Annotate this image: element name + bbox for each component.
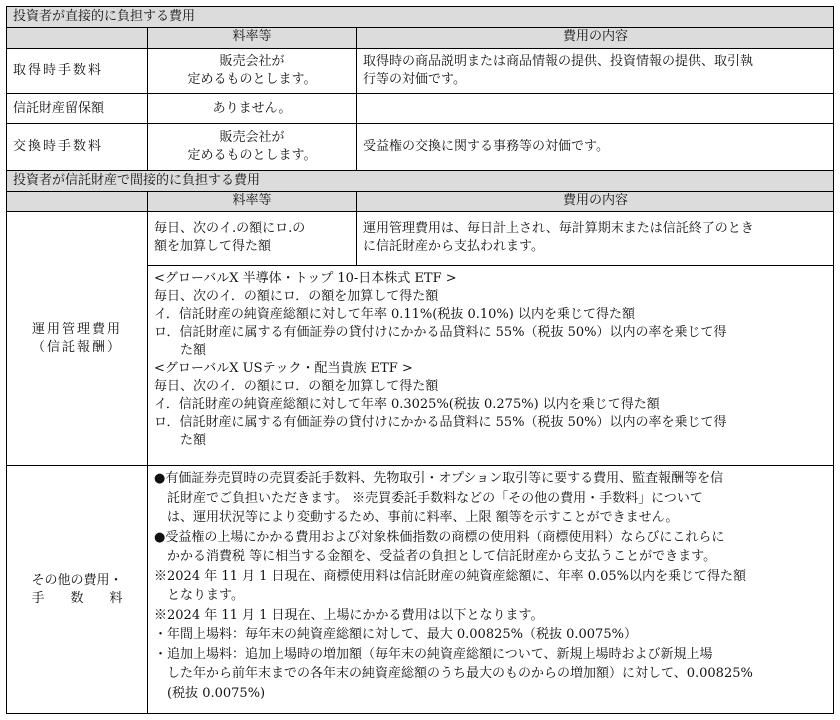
other-fees-label (6, 465, 147, 714)
other-fees-line: ●受益権の上場にかかる費用および対象株価指数の商標の使用料（商標使用料）ならびにこれらに (154, 529, 725, 545)
table-border-bottom (6, 713, 834, 714)
detail-line: イ．信託財産の純資産総額に対して年率 0.11%(税抜 0.10%) 以内を乗じて得た額 (154, 307, 635, 322)
other-fees-line: ・年間上場料：毎年末の純資産総額に対して、最大 0.00825%（税抜 0.0075%） (154, 627, 637, 642)
row-retention-rate-line: ありません。 (212, 100, 292, 116)
detail-line: ロ．信託財産に属する有価証券の貸付けにかかる品貸料に 55%（税抜 50%）以内の率を乗じて得 (154, 325, 727, 340)
section1-title: 投資者が直接的に負担する費用 (13, 9, 196, 24)
mgmt-fee-label-line: （信託報酬） (31, 339, 122, 355)
other-fees-content (147, 465, 834, 714)
row-exchange-content-line: 受益権の交換に関する事務等の対価です。 (363, 139, 609, 154)
mgmt-fee-rate-line: 額を加算して得た額 (154, 239, 272, 254)
row-exchange-label-text: 交換時手数料 (13, 139, 104, 154)
section2-header-rate-text: 料率等 (232, 193, 272, 208)
other-fees-line: ・追加上場料：追加上場時の増加額（毎年末の純資産総額について、新規上場時および新規上場 (154, 646, 713, 662)
detail-line: <グローバルX 半導体・トップ 10-日本株式 ETF > (154, 271, 457, 286)
row-retention-content (356, 93, 834, 123)
other-fees-line: (税抜 0.0075%) (154, 685, 266, 701)
row-exchange-content (356, 123, 834, 170)
detail-line: た額 (154, 343, 207, 358)
row-acquisition-rate-line: 販売会社が (219, 54, 285, 69)
other-fees-line: となります。 (154, 588, 244, 603)
row-exchange-rate-line: 販売会社が (219, 130, 285, 145)
row-retention-rate (147, 93, 356, 123)
section2-title-bar (6, 170, 834, 191)
mgmt-fee-content-line: 運用管理費用は、毎日計上され、毎計算期末または信託終了のとき (363, 221, 754, 236)
section2-header-content (356, 191, 834, 211)
row-acquisition-content-line: 行等の対価です。 (363, 72, 466, 87)
section1-header-content (356, 27, 834, 48)
section1-header-blank (6, 27, 147, 48)
row-retention-label-text: 信託財産留保額 (13, 100, 105, 116)
mgmt-fee-label-line: 運用管理費用 (31, 321, 122, 337)
row-acquisition-rate (147, 48, 356, 93)
other-fees-line: ※2024 年 11 月 1 日現在、上場にかかる費用は以下となります。 (154, 607, 544, 623)
row-acquisition-label-text: 取得時手数料 (13, 63, 104, 78)
row-exchange-rate (147, 123, 356, 170)
row-acquisition-content (356, 48, 834, 93)
other-fees-line: は、運用状況等により変動するため、事前に料率、上限 額等を示すことができません。 (154, 510, 679, 525)
other-fees-line: ●有価証券売買時の売買委託手数料、先物取引・オプション取引等に要する費用、監査報酬等を信 (154, 471, 724, 486)
other-fees-label-line: その他の費用・ (31, 573, 123, 588)
detail-line: 毎日、次のイ．の額にロ．の額を加算して得た額 (154, 289, 439, 304)
mgmt-fee-rate (147, 211, 356, 265)
row-acquisition-label (6, 48, 147, 93)
detail-line: ロ．信託財産に属する有価証券の貸付けにかかる品貸料に 55%（税抜 50%）以内の率を乗じて得 (154, 415, 727, 430)
mgmt-fee-rate-line: 毎日、次のイ.の額にロ.の (154, 221, 306, 236)
row-retention-label (6, 93, 147, 123)
other-fees-line: した年から前年末までの各年末の純資産総額のうち最大のものからの増加額）に対して、0.00825% (154, 666, 753, 681)
row-acquisition-content-line: 取得時の商品説明または商品情報の提供、投資情報の提供、取引執 (363, 54, 754, 69)
other-fees-label-line: 手 数 料 (31, 591, 123, 606)
section2-header-rate (147, 191, 356, 211)
other-fees-line: ※2024 年 11 月 1 日現在、商標使用料は信託財産の純資産総額に、年率 0.05%以内を乗じて得た額 (154, 568, 746, 584)
row-exchange-label (6, 123, 147, 170)
fee-table (6, 6, 834, 714)
section1-header-content-text: 費用の内容 (562, 29, 628, 44)
row-exchange-rate-line: 定めるものとします。 (187, 148, 317, 163)
other-fees-line: かかる消費税 等に相当する金額を、受益者の負担として信託財産から支払うことができます。 (154, 549, 717, 564)
section1-title-bar (6, 6, 834, 27)
mgmt-fee-details (147, 265, 834, 465)
section2-title: 投資者が信託財産で間接的に負担する費用 (13, 173, 261, 188)
other-fees-line: 託財産でご負担いただきます。 ※売買委託手数料などの「その他の費用・手数料」について (154, 490, 703, 506)
detail-line: <グローバルX USテック・配当貴族 ETF > (154, 361, 413, 376)
section2-header-content-text: 費用の内容 (562, 193, 628, 208)
mgmt-fee-label (6, 211, 147, 465)
mgmt-fee-content (356, 211, 834, 265)
section2-header-blank (6, 191, 147, 211)
table-border-right (833, 6, 834, 714)
detail-line: た額 (154, 433, 207, 448)
section1-header-rate-text: 料率等 (232, 29, 272, 44)
section1-header-rate (147, 27, 356, 48)
mgmt-fee-content-line: に信託財産から支払われます。 (363, 239, 544, 254)
detail-line: イ．信託財産の純資産総額に対して年率 0.3025%(税抜 0.275%) 以内を乗じて得た額 (154, 397, 660, 412)
row-acquisition-rate-line: 定めるものとします。 (187, 72, 317, 87)
detail-line: 毎日、次のイ．の額にロ．の額を加算して得た額 (154, 379, 439, 394)
